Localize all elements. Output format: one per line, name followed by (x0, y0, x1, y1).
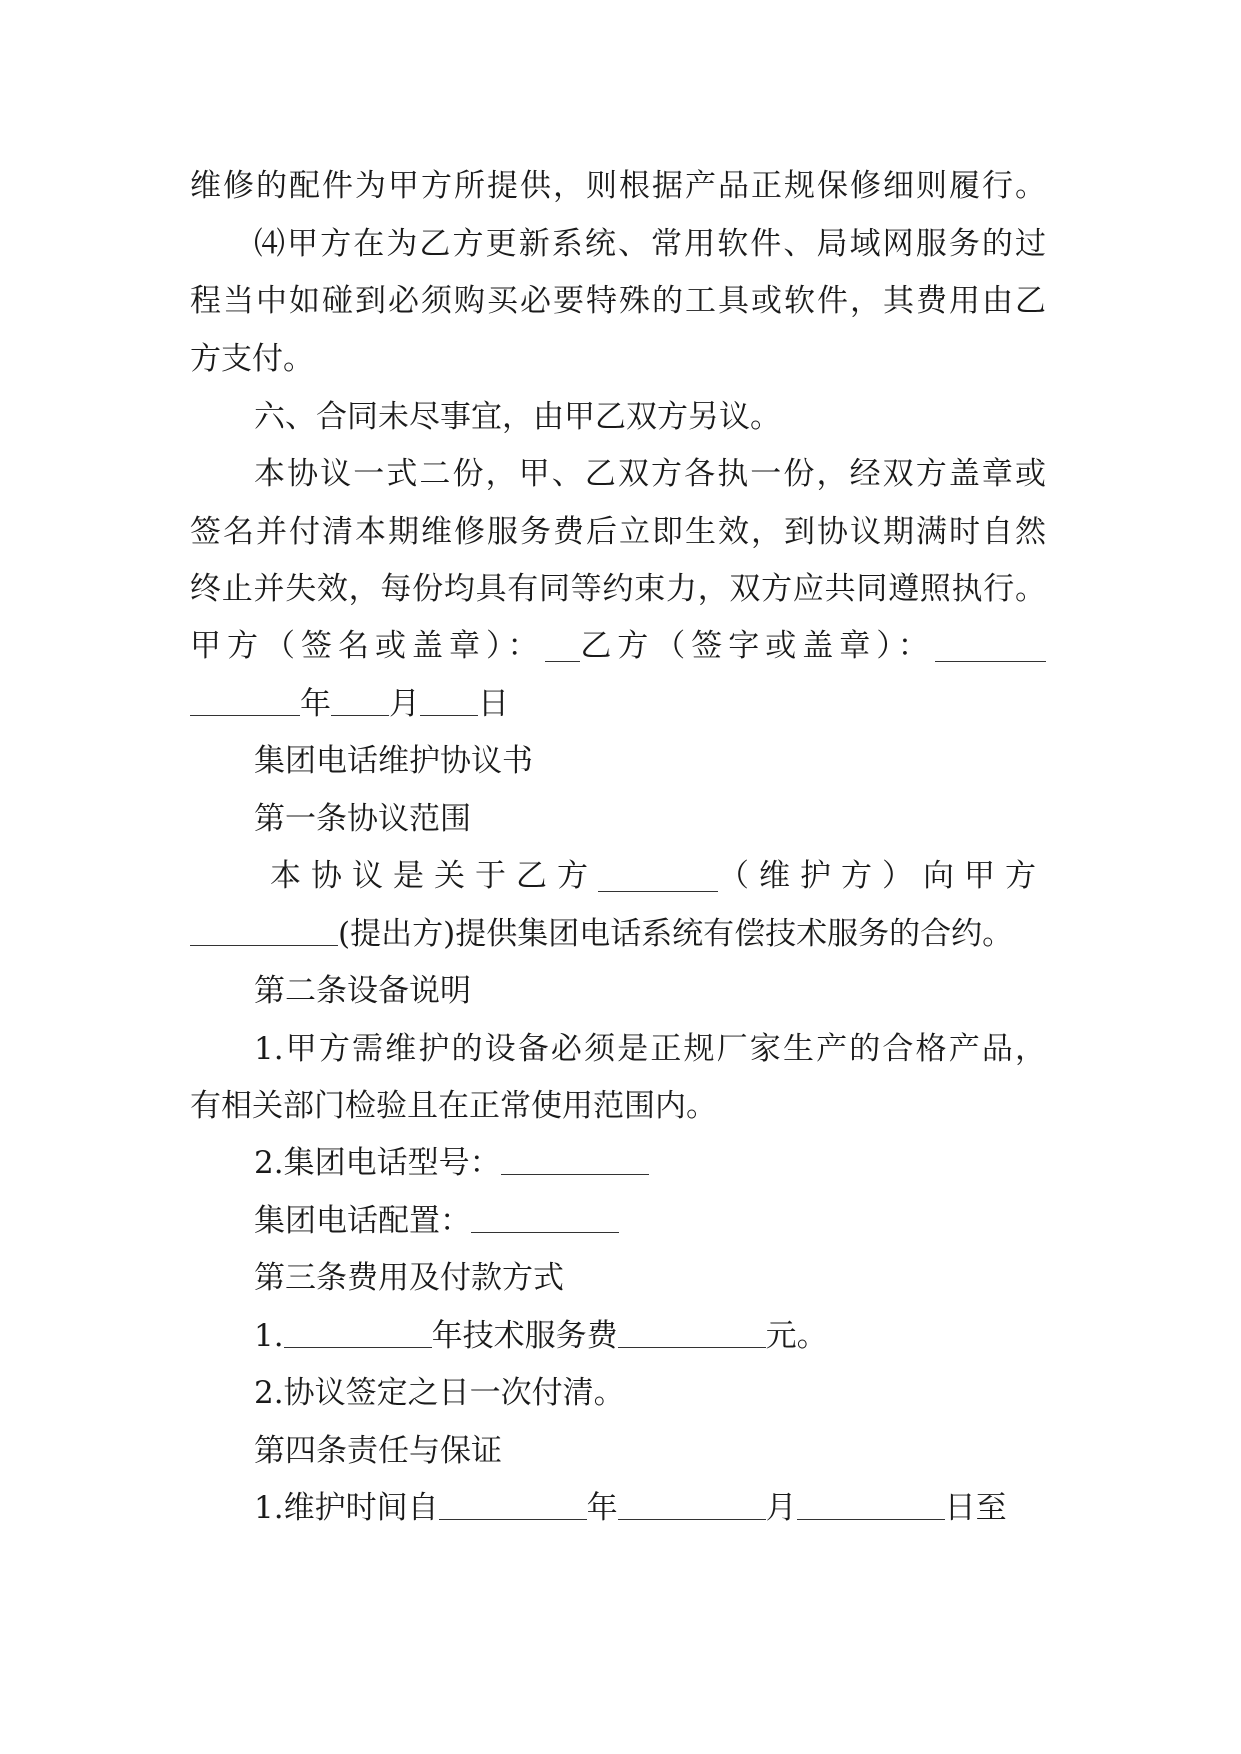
paragraph-line: 签名并付清本期维修服务费后立即生效，到协议期满时自然 (190, 514, 1046, 550)
paragraph-line: 1.甲方需维护的设备必须是正规厂家生产的合格产品， (254, 1031, 1046, 1067)
form-line (254, 1486, 1046, 1530)
party-b-signature-blank (935, 631, 1046, 662)
form-line (254, 1141, 1046, 1185)
maintainer-role-text: （维护方）向甲方 (718, 858, 1046, 894)
maintenance-start-label: 1.维护时间自 (254, 1490, 439, 1526)
party-a-signature-blank (545, 631, 581, 662)
start-day-blank (797, 1489, 945, 1520)
item-number: 1. (254, 1318, 284, 1354)
signature-line (190, 624, 1046, 668)
phone-model-label: 2.集团电话型号： (254, 1145, 501, 1181)
service-fee-blank (618, 1317, 766, 1348)
paragraph-line (270, 854, 1046, 898)
requester-blank (190, 915, 338, 946)
section-heading: 第一条协议范围 (254, 801, 471, 837)
phone-config-blank (471, 1202, 619, 1233)
month-label: 月 (389, 686, 420, 722)
section-heading: 第二条设备说明 (254, 973, 471, 1009)
paragraph-line (190, 912, 1046, 956)
service-years-blank (284, 1317, 432, 1348)
date-line (190, 682, 1046, 726)
month-blank (331, 685, 389, 716)
month-label: 月 (765, 1490, 797, 1526)
agreement-intro-text: 本协议是关于乙方 (270, 858, 598, 894)
year-label: 年 (586, 1490, 618, 1526)
paragraph-line: 终止并失效，每份均具有同等约束力，双方应共同遵照执行。 (190, 571, 1046, 607)
day-blank (420, 685, 478, 716)
day-label: 日 (478, 686, 509, 722)
currency-label: 元。 (765, 1318, 828, 1354)
maintainer-blank (598, 861, 718, 892)
day-to-label: 日至 (944, 1490, 1007, 1526)
paragraph-line: 本协议一式二份，甲、乙双方各执一份，经双方盖章或 (254, 456, 1046, 492)
paragraph-line: 程当中如碰到必须购买必要特殊的工具或软件，其费用由乙 (190, 283, 1046, 319)
paragraph-line: 方支付。 (190, 341, 314, 377)
section-heading: 第四条责任与保证 (254, 1433, 502, 1469)
phone-model-blank (501, 1144, 649, 1175)
section-heading: 第三条费用及付款方式 (254, 1260, 564, 1296)
year-blank (190, 685, 300, 716)
party-a-signature-label: 甲方（签名或盖章）： (190, 628, 545, 664)
paragraph-line: 六、合同未尽事宜，由甲乙双方另议。 (254, 399, 781, 435)
paragraph-line: 维修的配件为甲方所提供，则根据产品正规保修细则履行。 (190, 168, 1046, 204)
paragraph-line: 有相关部门检验且在正常使用范围内。 (190, 1088, 717, 1124)
requester-role-text: (提出方)提供集团电话系统有偿技术服务的合约。 (338, 916, 1014, 952)
start-month-blank (618, 1489, 766, 1520)
phone-config-label: 集团电话配置： (254, 1203, 471, 1239)
party-b-signature-label: 乙方（签字或盖章）： (580, 628, 935, 664)
start-year-blank (439, 1489, 587, 1520)
form-line (254, 1199, 1046, 1243)
service-fee-label: 年技术服务费 (431, 1318, 618, 1354)
paragraph-line: ⑷甲方在为乙方更新系统、常用软件、局域网服务的过 (254, 226, 1046, 262)
paragraph-line: 2.协议签定之日一次付清。 (254, 1375, 625, 1411)
year-label: 年 (300, 686, 331, 722)
document-title: 集团电话维护协议书 (254, 743, 533, 779)
form-line (254, 1314, 1046, 1358)
